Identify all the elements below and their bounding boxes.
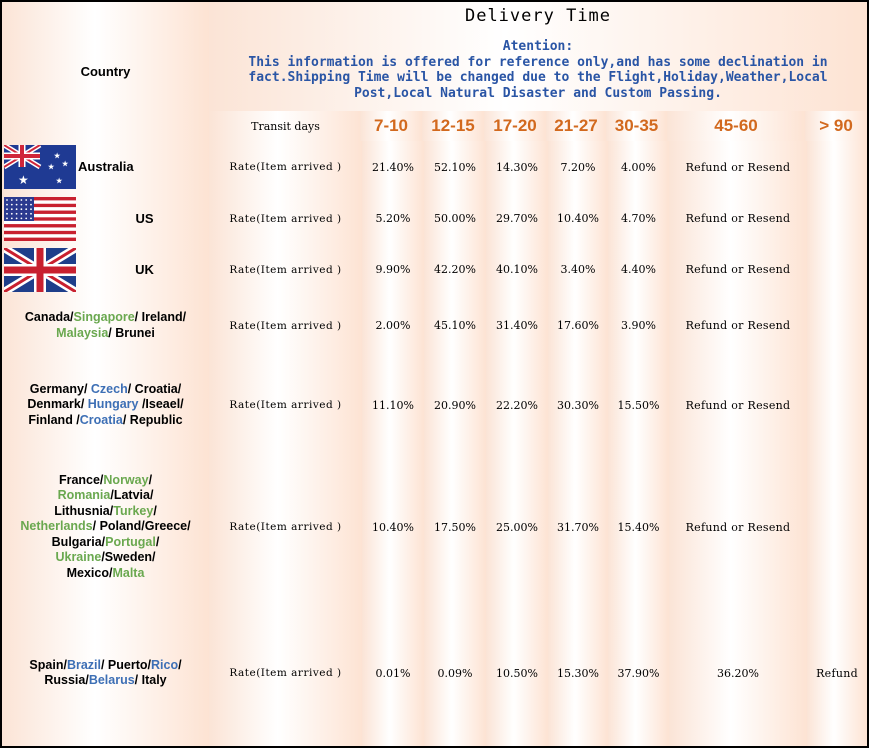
rate-label: Rate(Item arrived ) xyxy=(209,356,364,456)
country-name: / Puerto/ xyxy=(100,657,151,672)
country-name: / xyxy=(153,503,157,518)
country-cell xyxy=(0,193,211,246)
country-name: Rico xyxy=(151,657,179,672)
country-name: Mexico/ xyxy=(66,565,113,580)
rate-label: Rate(Item arrived ) xyxy=(209,600,364,748)
svg-text:★: ★ xyxy=(56,178,63,185)
col-over-90-value xyxy=(807,356,869,456)
country-name: Germany/ xyxy=(29,381,91,396)
country-name: / xyxy=(178,657,182,672)
rate-label: Rate(Item arrived ) xyxy=(209,244,364,297)
country-name: / Croatia/ xyxy=(127,381,182,396)
table-title: Delivery Time xyxy=(209,0,869,31)
rate-value: 45.10% xyxy=(424,295,488,358)
notice-text: This information is offered for reference only,and has some declination in fact.Shipping Time will be changed due to the Flight,Holiday,Weather,Local Post,Local Natural Disaster and Custom Passing. xyxy=(248,54,828,101)
us-flag-icon xyxy=(4,197,76,241)
country-name: Lithusnia/ xyxy=(54,503,114,518)
range-header: > 90 xyxy=(805,111,869,143)
rate-value: 4.40% xyxy=(608,244,671,297)
col-45-60-value: Refund or Resend xyxy=(669,193,809,246)
rate-value: 10.40% xyxy=(548,193,610,246)
rate-value: 15.50% xyxy=(608,356,671,456)
country-name: US xyxy=(135,210,154,226)
col-over-90-value xyxy=(807,295,869,358)
rate-value: 50.00% xyxy=(424,193,488,246)
country-name: Malaysia xyxy=(56,325,109,340)
col-45-60-value: Refund or Resend xyxy=(669,454,809,602)
rate-value: 2.00% xyxy=(362,295,426,358)
rate-value: 15.40% xyxy=(608,454,671,602)
country-name: / xyxy=(148,472,153,487)
country-name: Russia/ xyxy=(44,673,89,687)
rate-value: 3.90% xyxy=(608,295,671,358)
country-list xyxy=(20,473,190,582)
rate-value: 9.90% xyxy=(362,244,426,297)
col-45-60-value: 36.20% xyxy=(669,600,809,748)
rate-value: 42.20% xyxy=(424,244,488,297)
country-name: Netherlands xyxy=(20,519,93,534)
country-name: / Italy xyxy=(134,673,167,687)
country-name: Finland / xyxy=(28,412,80,427)
country-name: / Brunei xyxy=(108,325,155,340)
country-name: Romania xyxy=(57,488,111,503)
country-cell xyxy=(0,295,211,358)
country-name: / Republic xyxy=(122,412,183,427)
country-name: Ukraine xyxy=(55,550,102,565)
rate-value: 17.50% xyxy=(424,454,488,602)
country-cell xyxy=(0,454,211,602)
col-45-60-value: Refund or Resend xyxy=(669,356,809,456)
rate-value: 30.30% xyxy=(548,356,610,456)
rate-value: 5.20% xyxy=(362,193,426,246)
country-cell xyxy=(0,244,211,297)
uk-flag-icon xyxy=(4,248,76,292)
col-45-60-value: Refund or Resend xyxy=(669,141,809,195)
rate-value: 20.90% xyxy=(424,356,488,456)
country-name: /Latvia/ xyxy=(110,488,154,503)
australia-flag-icon xyxy=(4,145,76,189)
col-over-90-value xyxy=(807,141,869,195)
rate-value: 14.30% xyxy=(486,141,550,195)
rate-value: 31.70% xyxy=(548,454,610,602)
col-over-90-value xyxy=(807,193,869,246)
rate-value: 17.60% xyxy=(548,295,610,358)
rate-value: 7.20% xyxy=(548,141,610,195)
range-header: 12-15 xyxy=(422,111,486,143)
rate-value: 22.20% xyxy=(486,356,550,456)
country-name: Singapore xyxy=(73,310,135,324)
country-list xyxy=(27,382,183,429)
rate-value: 21.40% xyxy=(362,141,426,195)
rate-value: 37.90% xyxy=(608,600,671,748)
notice-heading: Atention: xyxy=(502,39,574,54)
country-name: Australia xyxy=(78,159,134,175)
country-name: Malta xyxy=(112,565,145,580)
country-name: Hungary xyxy=(87,397,139,412)
rate-value: 4.70% xyxy=(608,193,671,246)
country-name: /Sweden/ xyxy=(101,550,156,565)
country-name: Bulgaria/ xyxy=(51,534,106,549)
country-name: / Ireland/ xyxy=(134,310,187,324)
country-name: Canada/ xyxy=(24,310,74,324)
rate-label: Rate(Item arrived ) xyxy=(209,295,364,358)
rate-label: Rate(Item arrived ) xyxy=(209,454,364,602)
country-name: France/ xyxy=(58,472,104,487)
rate-label: Rate(Item arrived ) xyxy=(209,141,364,195)
range-header: 30-35 xyxy=(606,111,669,143)
rate-value: 4.00% xyxy=(608,141,671,195)
rate-value: 0.01% xyxy=(362,600,426,748)
country-cell xyxy=(0,141,211,195)
rate-value: 3.40% xyxy=(548,244,610,297)
range-header: 7-10 xyxy=(360,111,424,143)
country-name: /Iseael/ xyxy=(138,397,184,412)
svg-text:★: ★ xyxy=(48,164,55,171)
rate-value: 31.40% xyxy=(486,295,550,358)
country-name: Brazil xyxy=(66,657,101,672)
country-name: Belarus xyxy=(88,673,135,687)
country-name: Portugal xyxy=(105,534,156,549)
rate-value: 52.10% xyxy=(424,141,488,195)
country-name: / Poland/Greece/ xyxy=(92,519,191,534)
country-name: Czech xyxy=(90,381,128,396)
country-list xyxy=(29,658,181,689)
country-name: / xyxy=(155,534,160,549)
transit-days-label: Transit days xyxy=(209,111,364,143)
rate-value: 0.09% xyxy=(424,600,488,748)
rate-value: 10.40% xyxy=(362,454,426,602)
country-cell xyxy=(0,356,211,456)
shipping-notice xyxy=(209,29,869,113)
svg-text:★: ★ xyxy=(62,161,69,168)
country-name: Norway xyxy=(103,472,149,487)
col-over-90-value: Refund xyxy=(807,600,869,748)
range-header: 17-20 xyxy=(484,111,548,143)
rate-value: 29.70% xyxy=(486,193,550,246)
rate-value: 10.50% xyxy=(486,600,550,748)
col-over-90-value xyxy=(807,244,869,297)
country-name: Croatia xyxy=(79,412,123,427)
country-cell xyxy=(0,600,211,748)
country-name: Turkey xyxy=(113,503,154,518)
rate-value: 40.10% xyxy=(486,244,550,297)
rate-value: 15.30% xyxy=(548,600,610,748)
rate-value: 11.10% xyxy=(362,356,426,456)
country-name: Denmark/ xyxy=(27,397,88,412)
col-45-60-value: Refund or Resend xyxy=(669,244,809,297)
country-name: Spain/ xyxy=(29,657,67,672)
col-45-60-value: Refund or Resend xyxy=(669,295,809,358)
svg-text:★: ★ xyxy=(18,173,29,187)
svg-text:★: ★ xyxy=(54,153,61,160)
range-header: 21-27 xyxy=(546,111,608,143)
rate-label: Rate(Item arrived ) xyxy=(209,193,364,246)
country-list xyxy=(25,310,186,341)
col-over-90-value xyxy=(807,454,869,602)
country-header: Country xyxy=(0,0,211,143)
country-name: UK xyxy=(135,261,154,277)
rate-value: 25.00% xyxy=(486,454,550,602)
range-header: 45-60 xyxy=(667,111,807,143)
